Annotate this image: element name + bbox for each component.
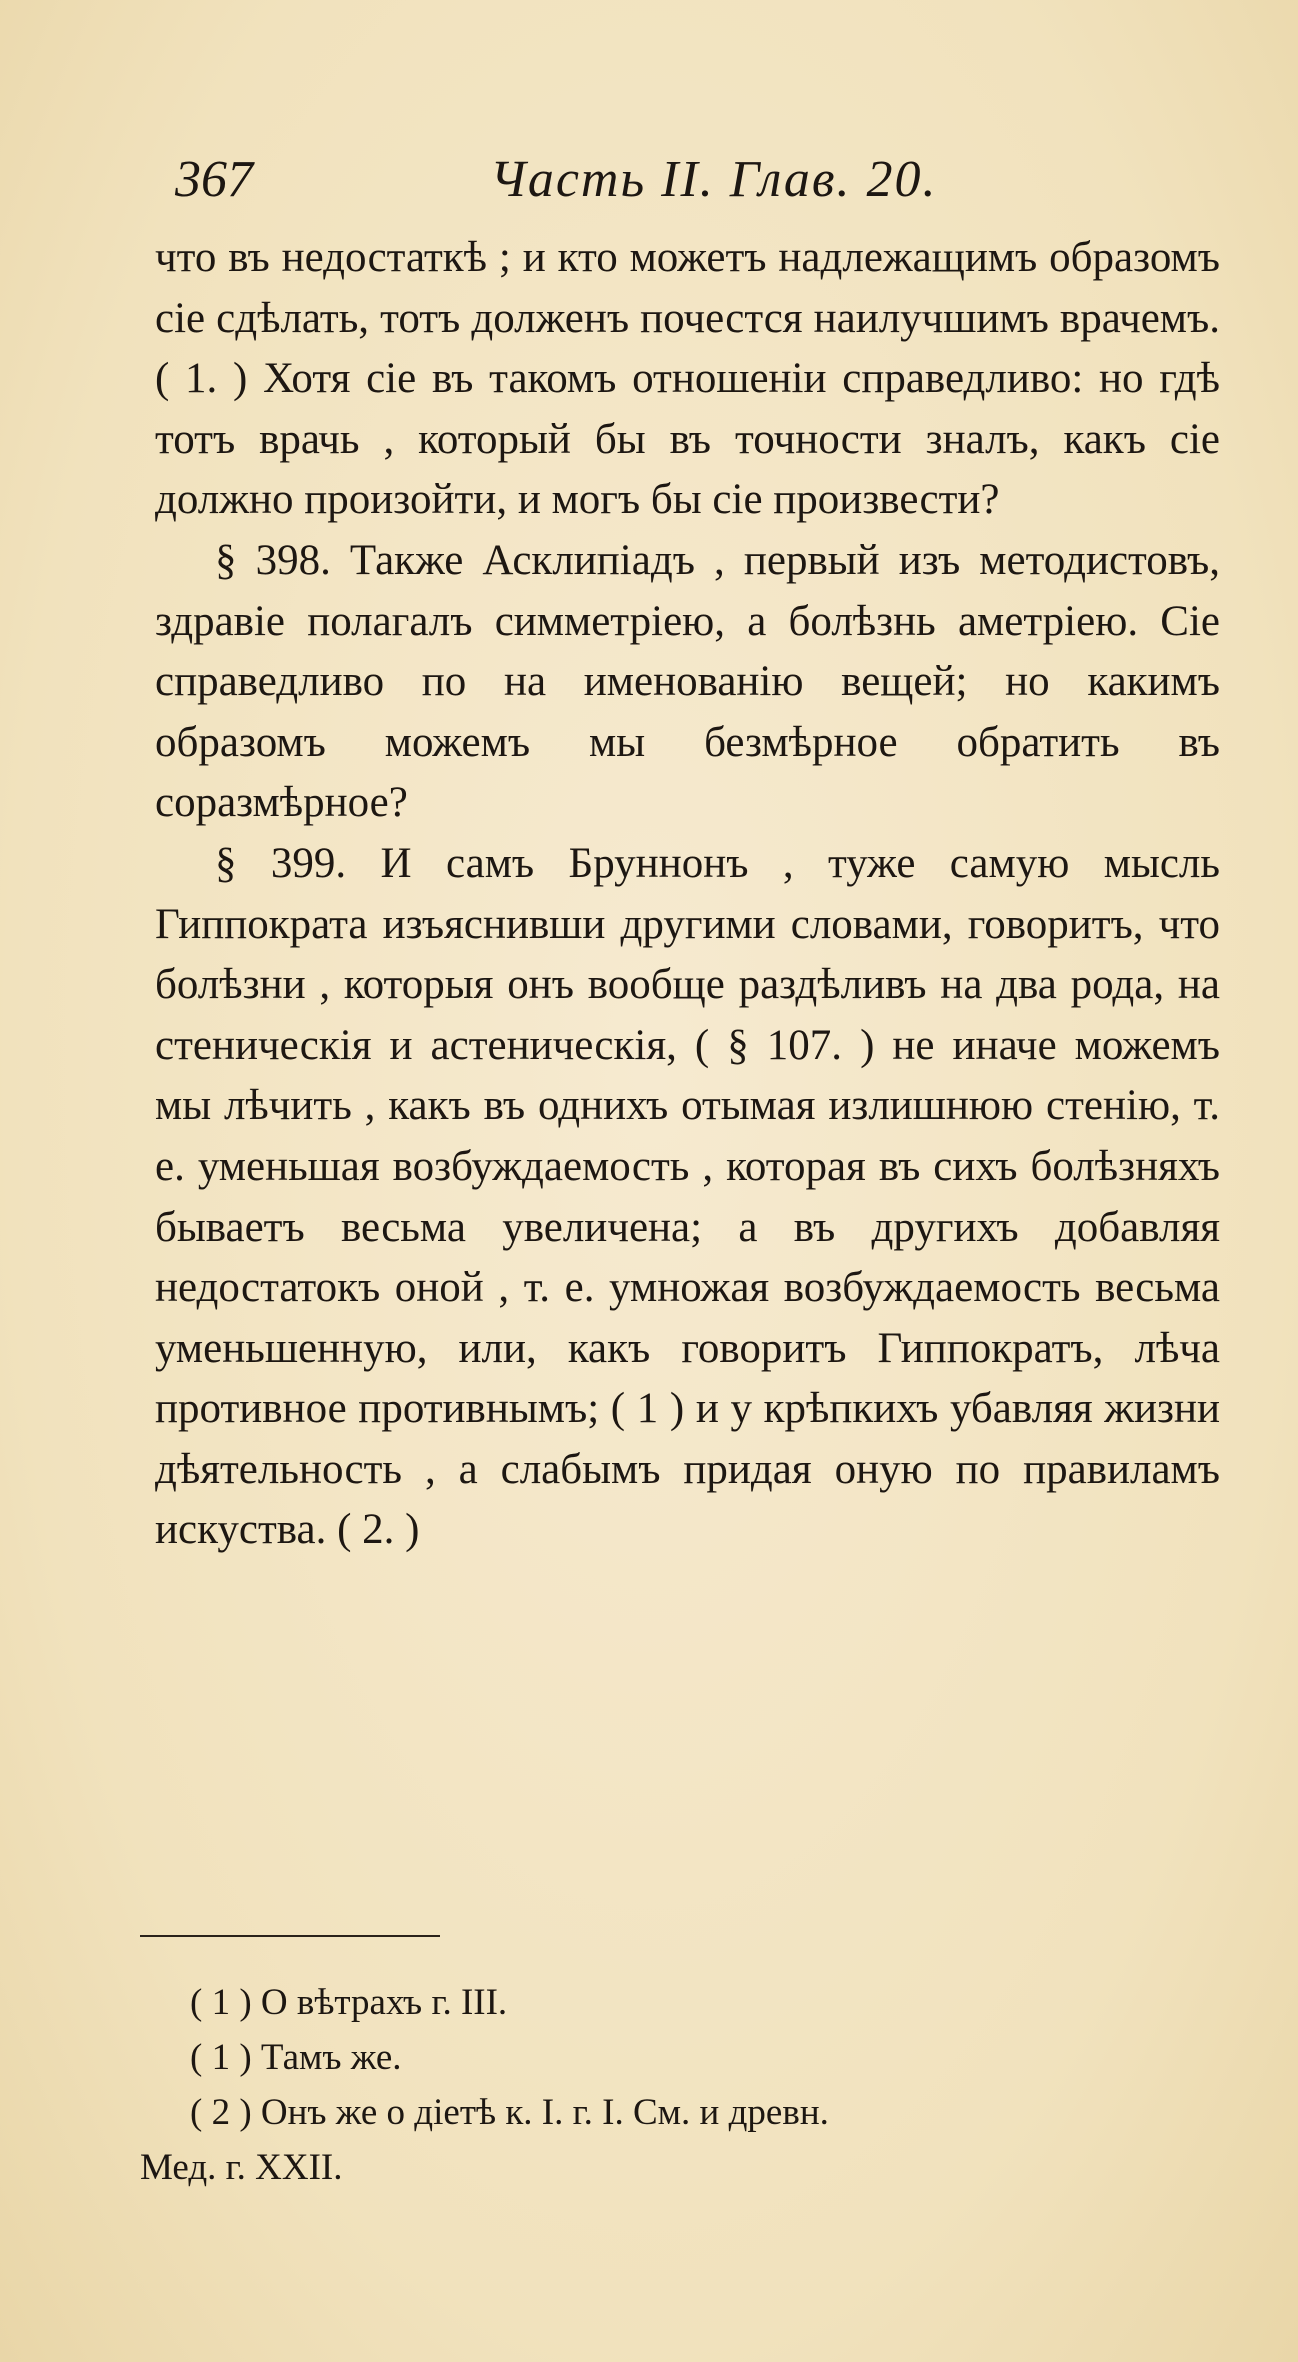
paragraph-continuation: что въ недостаткѣ ; и кто можетъ надлежащимъ образомъ сіе сдѣлать, тотъ долженъ почестся наилучшимъ врачемъ. ( 1. ) Хотя сіе въ такомъ отношеніи справедливо: но гдѣ тотъ врачь , который бы въ точности зналъ, какъ сіе должно произойти, и могъ бы сіе произвести? [155, 234, 1220, 524]
footnote: ( 2 ) Онъ же о діетѣ к. I. г. I. См. и древн. [190, 2092, 829, 2133]
running-head: Часть II. Глав. 20. [490, 151, 938, 208]
body-text [155, 228, 1220, 1561]
footnotes [140, 1975, 1210, 2195]
paragraph-399: § 399. И самъ Бруннонъ , туже самую мысль Гиппократа изъяснивши другими словами, говоритъ, что болѣзни , которыя онъ вообще раздѣливъ на два рода, на стеническія и астеническія, ( § 107. ) не иначе можемъ мы лѣчить , какъ въ однихъ отымая излишнюю стенію, т. е. уменьшая возбуждаемость , которая въ сихъ болѣзняхъ бываетъ весьма увеличена; а въ другихъ добавляя недостатокъ оной , т. е. умножая возбуждаемость весьма уменьшенную, или, какъ говоритъ Гиппократъ, лѣча противное противнымъ; ( 1 ) и у крѣпкихъ убавляя жизни дѣятельность , а слабымъ придая оную по правиламъ искуства. ( 2. ) [155, 839, 1220, 1554]
footnote-continuation: Мед. г. XXII. [140, 2147, 343, 2188]
footnote: ( 1 ) Тамъ же. [190, 2037, 402, 2078]
paragraph-398: § 398. Также Асклипіадъ , первый изъ методистовъ, здравіе полагалъ симметріею, а болѣзнь аметріею. Сіе справедливо по на именованію вещей; но какимъ образомъ можемъ мы безмѣрное обратить въ соразмѣрное? [155, 536, 1220, 827]
footnote: ( 1 ) О вѣтрахъ г. III. [190, 1982, 508, 2023]
page-number: 367 [175, 151, 253, 208]
footnote-divider [140, 1935, 440, 1937]
page-header [175, 150, 1075, 220]
